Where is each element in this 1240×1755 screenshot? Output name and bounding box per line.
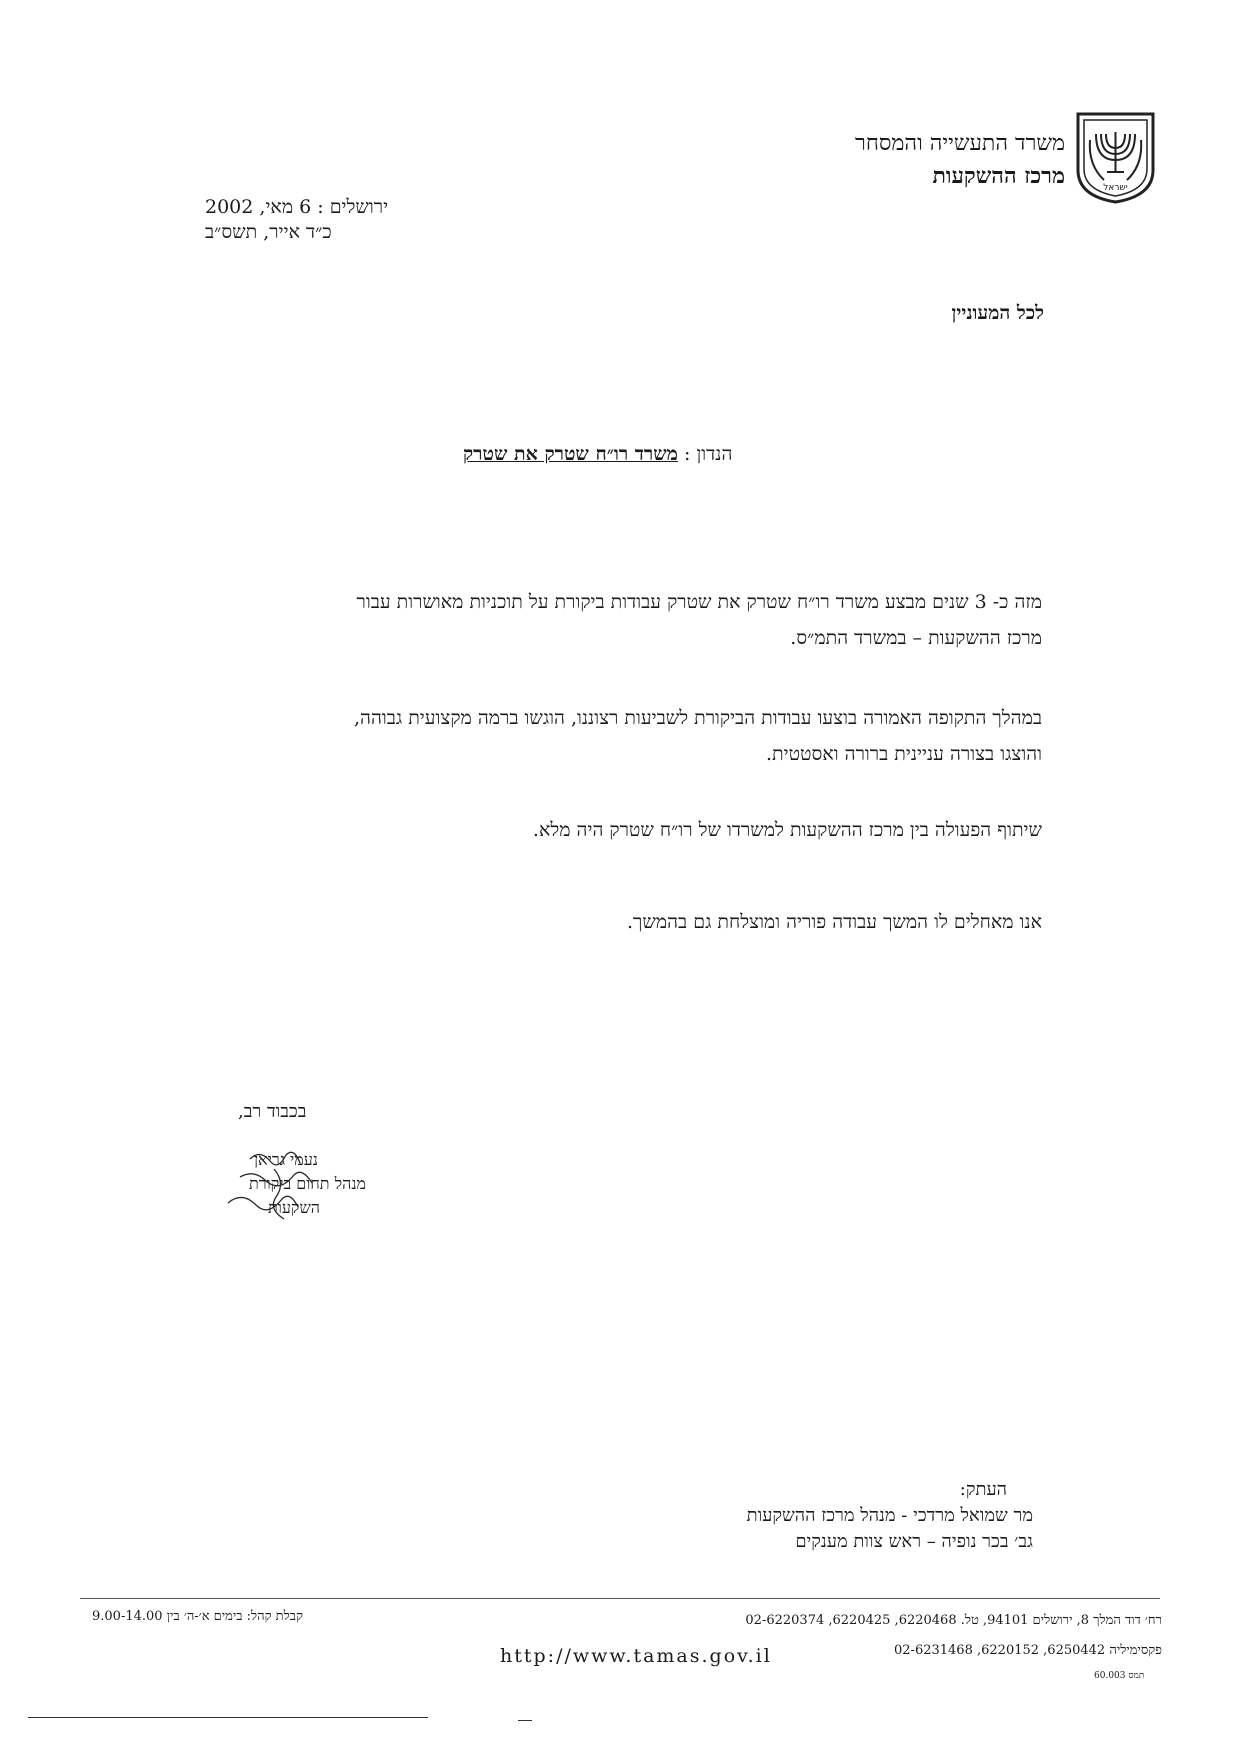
bottom-dash bbox=[518, 1720, 532, 1721]
paragraph-2 bbox=[354, 700, 1042, 772]
form-code: תמס 60.003 bbox=[1094, 1671, 1145, 1681]
recipient: לכל המעוניין bbox=[951, 302, 1044, 324]
reception-hours: קבלת קהל: בימים א׳-ה׳ בין 9.00-14.00 bbox=[92, 1609, 303, 1624]
website-link[interactable]: http://www.tamas.gov.il bbox=[500, 1645, 772, 1667]
signature-title-line-2: השקעות bbox=[268, 1198, 320, 1217]
subject-label: הנדון : bbox=[684, 443, 733, 465]
hebrew-date: כ״ד אייר, תשס״ב bbox=[205, 221, 332, 243]
cc-recipient-2: גב׳ בכר נופיה – ראש צוות מענקים bbox=[795, 1531, 1033, 1552]
paragraph-1-line-2: מרכז ההשקעות – במשרד התמ״ס. bbox=[790, 627, 1042, 649]
paragraph-4: אנו מאחלים לו המשך עבודה פוריה ומוצלחת גם בהמשך. bbox=[627, 911, 1042, 933]
paragraph-2-line-2: והוצגו בצורה עניינית ברורה ואסטטית. bbox=[765, 743, 1042, 765]
svg-text:ישראל: ישראל bbox=[1103, 183, 1128, 193]
footer-divider bbox=[80, 1598, 1160, 1599]
bottom-line bbox=[28, 1717, 428, 1718]
gregorian-date: ירושלים : 6 מאי, 2002 bbox=[205, 196, 389, 218]
footer-address: רח׳ דוד המלך 8, ירושלים 94101, טל. 6220468, 6220425, 02-6220374 bbox=[745, 1613, 1162, 1628]
signature-name: נעמי גריאן bbox=[253, 1150, 318, 1169]
paragraph-2-line-1: במהלך התקופה האמורה בוצעו עבודות הביקורת לשביעות רצוננו, הוגשו ברמה מקצועית גבוהה, bbox=[353, 707, 1042, 729]
paragraph-1 bbox=[357, 584, 1042, 656]
cc-title: העתק: bbox=[959, 1479, 1007, 1500]
paragraph-3: שיתוף הפעולה בין מרכז ההשקעות למשרדו של רו״ח שטרק היה מלא. bbox=[532, 819, 1042, 841]
state-emblem-icon bbox=[1074, 110, 1157, 205]
signature bbox=[190, 1147, 375, 1229]
cc-recipient-1: מר שמואל מרדכי - מנהל מרכז ההשקעות bbox=[746, 1505, 1033, 1526]
subject-topic: משרד רו״ח שטרק את שטרק bbox=[463, 443, 678, 465]
closing: בכבוד רב, bbox=[238, 1101, 307, 1122]
ministry-name: משרד התעשייה והמסחר bbox=[855, 131, 1065, 156]
signature-title-line-1: מנהל תחום ביקורת bbox=[248, 1174, 366, 1193]
investment-center-name: מרכז ההשקעות bbox=[932, 163, 1065, 189]
footer-fax: פקסימיליה 6250442, 6220152, 02-6231468 bbox=[894, 1643, 1162, 1658]
paragraph-1-line-1: מזה כ- 3 שנים מבצע משרד רו״ח שטרק את שטרק עבודות ביקורת על תוכניות מאושרות עבור bbox=[356, 591, 1042, 613]
subject-line bbox=[463, 443, 732, 466]
